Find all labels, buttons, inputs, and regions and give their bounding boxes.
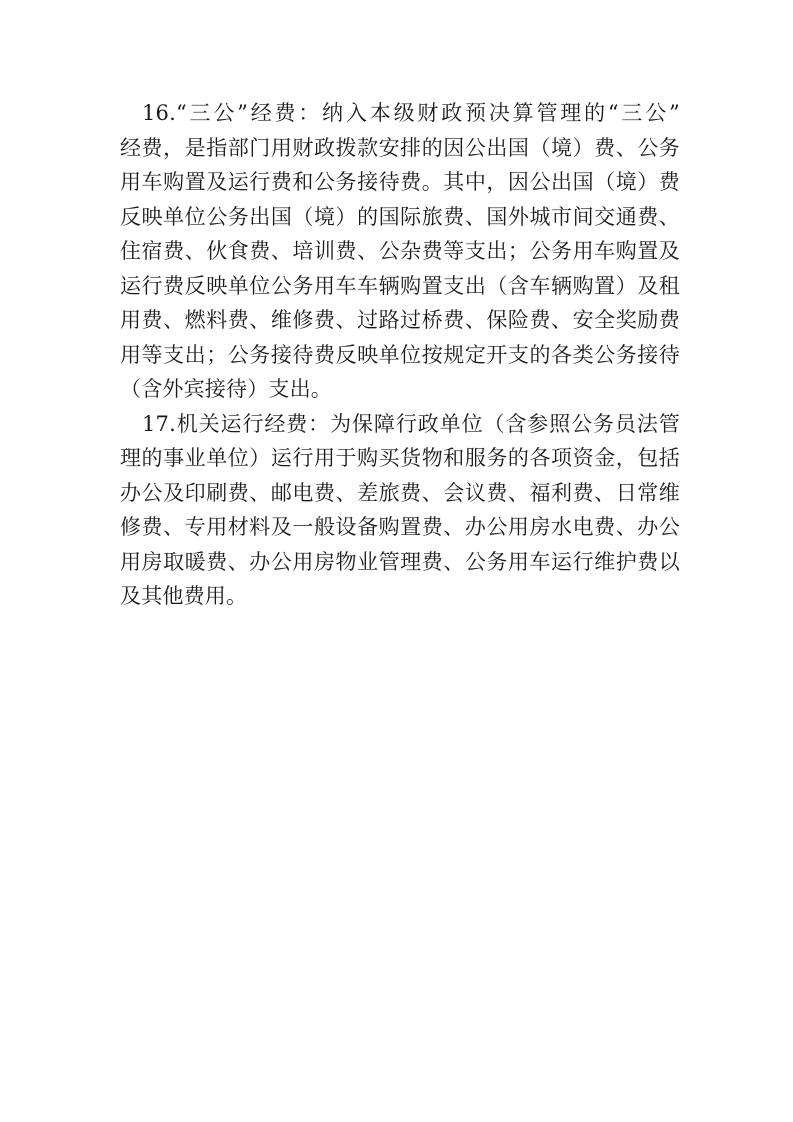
paragraph-line: 办公及印刷费、邮电费、差旅费、会议费、福利费、日常维 [120,480,680,505]
paragraph-line: 17.机关运行经费：为保障行政单位（含参照公务员法管 [142,411,680,436]
paragraph-agency-operating-expenses [120,407,680,614]
paragraph-line: 经费，是指部门用财政拨款安排的因公出国（境）费、公务 [120,135,680,160]
paragraph-line: 修费、专用材料及一般设备购置费、办公用房水电费、办公 [120,515,680,539]
paragraph-line: 用房取暖费、办公用房物业管理费、公务用车运行维护费以 [120,549,680,574]
paragraph-line: （含外宾接待）支出。 [120,377,332,401]
paragraph-line: 住宿费、伙食费、培训费、公杂费等支出；公务用车购置及 [120,239,680,263]
paragraph-line: 反映单位公务出国（境）的国际旅费、国外城市间交通费、 [120,204,680,229]
paragraph-line: 用费、燃料费、维修费、过路过桥费、保险费、安全奖励费 [120,308,680,332]
paragraph-san-gong-expenses [120,96,680,407]
paragraph-line: 用车购置及运行费和公务接待费。其中，因公出国（境）费 [120,170,680,194]
paragraph-line: 理的事业单位）运行用于购买货物和服务的各项资金，包括 [120,446,680,470]
paragraph-line: 及其他费用。 [120,584,248,608]
paragraph-line: 用等支出；公务接待费反映单位按规定开支的各类公务接待 [120,342,680,367]
paragraph-line: 16.“三公”经费：纳入本级财政预决算管理的“三公” [142,101,680,125]
paragraph-line: 运行费反映单位公务用车车辆购置支出（含车辆购置）及租 [120,273,680,298]
document-body [120,96,680,614]
